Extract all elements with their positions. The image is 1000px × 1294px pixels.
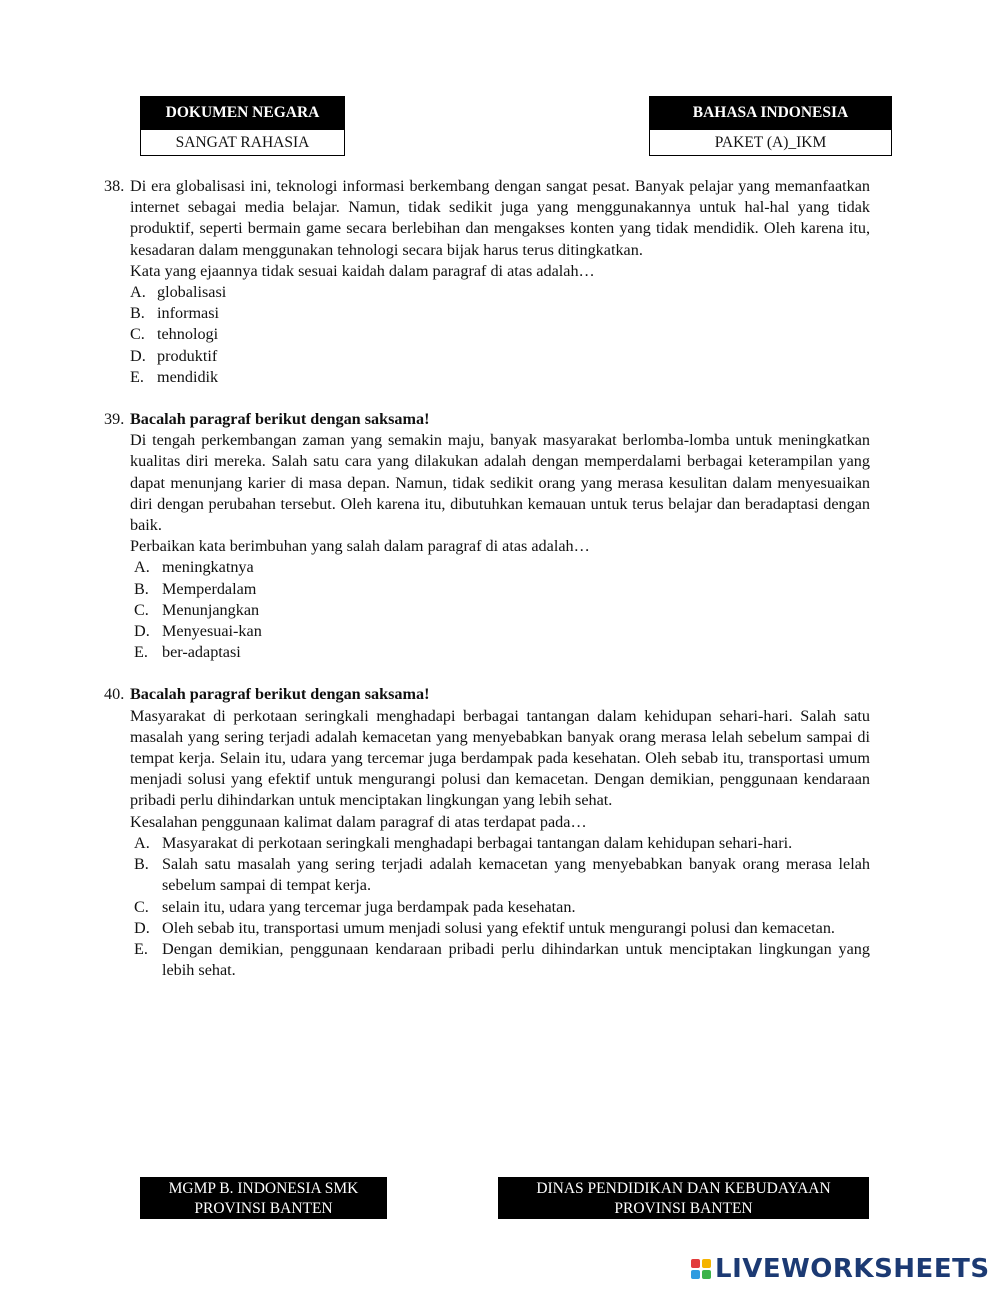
option-letter: D.	[134, 918, 150, 937]
option-e[interactable]	[130, 367, 870, 388]
option-a[interactable]	[130, 557, 870, 578]
option-d[interactable]	[130, 346, 870, 367]
question-paragraph: Di era globalisasi ini, teknologi informasi berkembang dengan sangat pesat. Banyak pelajar yang memanfaatkan internet sebagai media belajar. Namun, tidak sedikit juga yang menggunakannya untuk hal-hal yang tidak produktif, seperti bermain game secara berlebihan dan mengakses konten yang tidak mendidik. Oleh karena itu, kesadaran dalam menggunakan tehnologi secara bijak harus terus ditingkatkan.	[130, 177, 870, 259]
footer-right-line1: DINAS PENDIDIKAN DAN KEBUDAYAAN	[536, 1180, 831, 1197]
option-text: Menunjangkan	[162, 600, 260, 619]
option-text: tehnologi	[157, 325, 219, 344]
header-doc-label: DOKUMEN NEGARA	[140, 96, 345, 130]
question-heading: Bacalah paragraf berikut dengan saksama!	[130, 410, 430, 429]
footer-right-line2: PROVINSI BANTEN	[614, 1199, 753, 1217]
question-prompt: Kesalahan penggunaan kalimat dalam paragraf di atas terdapat pada…	[130, 812, 587, 831]
question-paragraph: Di tengah perkembangan zaman yang semakin maju, banyak masyarakat berlomba-lomba untuk meningkatkan kualitas diri mereka. Salah satu cara yang dilakukan adalah dengan memperdalami berbagai keterampilan yang dapat menunjang karier di masa depan. Namun, tidak sedikit orang yang merasa kesulitan dalam menyesuaikan diri dengan perubahan tersebut. Oleh karena itu, dibutuhkan kemauan untuk terus belajar dan beradaptasi dengan baik.	[130, 431, 870, 535]
question-prompt: Perbaikan kata berimbuhan yang salah dalam paragraf di atas adalah…	[130, 537, 590, 556]
footer-right	[498, 1177, 869, 1219]
option-text: Masyarakat di perkotaan seringkali menghadapi berbagai tantangan dalam kehidupan sehari-hari.	[162, 833, 793, 852]
question-number: 40.	[104, 685, 125, 704]
option-list	[130, 282, 870, 388]
option-e[interactable]	[130, 642, 870, 663]
option-text: globalisasi	[157, 283, 227, 302]
option-letter: D.	[134, 622, 150, 641]
question-list	[104, 176, 870, 1002]
option-letter: A.	[134, 558, 150, 577]
question-paragraph: Masyarakat di perkotaan seringkali menghadapi berbagai tantangan dalam kehidupan sehari-hari. Salah satu masalah yang sering terjadi adalah kemacetan yang menyebabkan banyak orang merasa lelah sebelum sampai di tempat kerja. Selain itu, udara yang tercemar juga berdampak pada kesehatan. Oleh sebab itu, transportasi umum menjadi solusi yang efektif untuk mengurangi polusi dan kemacetan. Dengan demikian, penggunaan kendaraan pribadi perlu dihindarkan untuk menciptakan lingkungan yang lebih sehat.	[130, 706, 870, 810]
header-package-label: PAKET (A)_IKM	[649, 130, 892, 156]
logo-tile	[691, 1259, 700, 1268]
liveworksheets-watermark[interactable]	[691, 1254, 990, 1284]
option-b[interactable]	[130, 854, 870, 896]
option-list	[130, 833, 870, 981]
logo-tile	[702, 1270, 711, 1279]
option-letter: B.	[130, 304, 145, 323]
liveworksheets-logo-icon	[691, 1259, 711, 1279]
question-40	[104, 684, 870, 981]
question-prompt: Kata yang ejaannya tidak sesuai kaidah dalam paragraf di atas adalah…	[130, 261, 595, 280]
option-text: Menyesuai-kan	[162, 622, 262, 641]
option-d[interactable]	[130, 621, 870, 642]
liveworksheets-wordmark: LIVEWORKSHEETS	[715, 1254, 990, 1284]
option-letter: E.	[134, 643, 148, 662]
option-a[interactable]	[130, 833, 870, 854]
option-letter: E.	[134, 939, 148, 958]
option-text: selain itu, udara yang tercemar juga berdampak pada kesehatan.	[162, 897, 576, 916]
header-subject-label: BAHASA INDONESIA	[649, 96, 892, 130]
header-secrecy-label: SANGAT RAHASIA	[140, 130, 345, 156]
question-number: 38.	[104, 177, 125, 195]
logo-tile	[691, 1270, 700, 1279]
option-c[interactable]	[130, 600, 870, 621]
option-list	[130, 557, 870, 663]
footer-left	[140, 1177, 387, 1219]
question-38	[104, 176, 870, 388]
option-text: ber-adaptasi	[162, 643, 241, 662]
option-a[interactable]	[130, 282, 870, 303]
header-right	[649, 96, 892, 156]
footer-left-line2: PROVINSI BANTEN	[194, 1199, 333, 1217]
option-text: Oleh sebab itu, transportasi umum menjadi solusi yang efektif untuk mengurangi polusi dan kemacetan.	[162, 918, 835, 937]
option-letter: A.	[134, 833, 150, 852]
option-c[interactable]	[130, 324, 870, 345]
footer-left-line1: MGMP B. INDONESIA SMK	[168, 1180, 359, 1197]
option-e[interactable]	[130, 939, 870, 981]
logo-tile	[702, 1259, 711, 1268]
header-left	[140, 96, 345, 156]
question-39	[104, 409, 870, 663]
option-text: mendidik	[157, 367, 219, 386]
option-c[interactable]	[130, 897, 870, 918]
option-letter: C.	[130, 325, 145, 344]
option-b[interactable]	[130, 303, 870, 324]
option-letter: C.	[134, 897, 149, 916]
option-d[interactable]	[130, 918, 870, 939]
option-letter: A.	[130, 283, 146, 302]
option-text: informasi	[157, 304, 220, 323]
option-letter: B.	[134, 579, 149, 598]
question-heading: Bacalah paragraf berikut dengan saksama!	[130, 685, 430, 704]
option-letter: B.	[134, 855, 149, 874]
option-text: Dengan demikian, penggunaan kendaraan pribadi perlu dihindarkan untuk menciptakan lingkungan yang lebih sehat.	[162, 939, 870, 980]
option-text: produktif	[157, 346, 218, 365]
option-text: Salah satu masalah yang sering terjadi adalah kemacetan yang menyebabkan banyak orang merasa lelah sebelum sampai di tempat kerja.	[162, 855, 870, 895]
option-letter: D.	[130, 346, 146, 365]
option-letter: C.	[134, 600, 149, 619]
option-text: Memperdalam	[162, 579, 257, 598]
option-b[interactable]	[130, 579, 870, 600]
option-text: meningkatnya	[162, 558, 254, 577]
option-letter: E.	[130, 367, 144, 386]
question-number: 39.	[104, 410, 125, 429]
